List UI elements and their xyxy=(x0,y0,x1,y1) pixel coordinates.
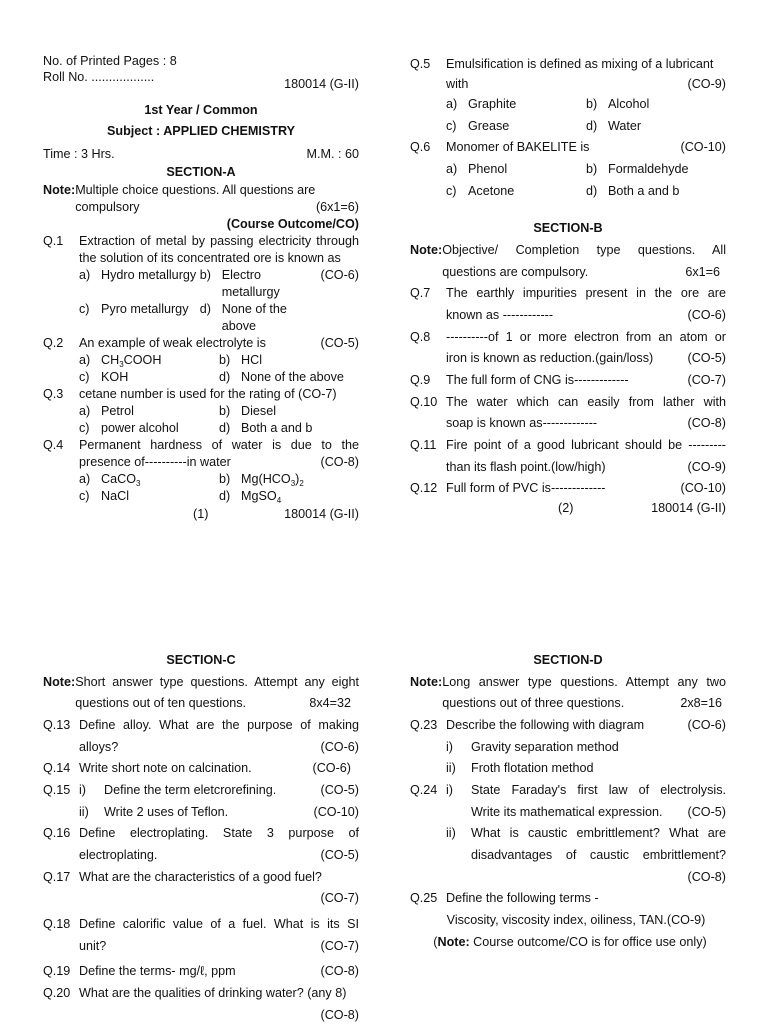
options xyxy=(79,352,359,386)
question-text: What are the qualities of drinking water? (any 8) xyxy=(79,983,359,1005)
question-5 xyxy=(410,55,726,94)
question-text: Define calorific value of a fuel. What is its SI xyxy=(79,914,359,936)
question-12 xyxy=(410,478,726,500)
option-b[interactable]: b) Diesel xyxy=(219,403,359,420)
question-9 xyxy=(410,370,726,392)
subject-title: Subject : APPLIED CHEMISTRY xyxy=(43,122,359,141)
co-tag: (CO-7) xyxy=(298,387,336,401)
question-text: Emulsification is defined as mixing of a lubricant with (CO-9) xyxy=(446,55,726,94)
co-tag: (CO-8) xyxy=(79,1005,359,1026)
question-number: Q.17 xyxy=(43,867,79,910)
question-text: State Faraday's first law of electrolysis. xyxy=(471,780,726,802)
question-number: Q.6 xyxy=(410,137,446,159)
question-13: Q.13 Define alloy. What are the purpose of making alloys? (CO-6) xyxy=(43,715,359,758)
option-c[interactable]: c) Acetone xyxy=(446,181,586,203)
question-text: ----------of 1 or more electron from an atom or xyxy=(446,327,726,349)
option-c[interactable]: c) power alcohol xyxy=(79,420,219,437)
option-a[interactable]: a) Graphite xyxy=(446,94,586,116)
page-code: 180014 (G-II) xyxy=(284,505,359,524)
co-tag: (CO-5) xyxy=(688,802,726,824)
section-c-title: SECTION-C xyxy=(43,650,359,672)
question-24: Q.24 i) State Faraday's first law of electrolysis. Write its mathematical expression. (CO-5) ii) What is caustic embrittlement? What are disadvantages of caustic embrittlement? (CO-8) xyxy=(410,780,726,888)
question-15: Q.15 i) Define the term eletcrorefining. (CO-5) ii) Write 2 uses of Teflon. (CO-10) xyxy=(43,780,359,823)
co-tag: (CO-10) xyxy=(681,478,726,500)
options xyxy=(79,471,359,505)
question-number: Q.10 xyxy=(410,392,446,435)
question-text: Full form of PVC is------------- xyxy=(446,478,606,500)
co-tag: (CO-8) xyxy=(471,867,726,889)
co-tag: (CO-5) xyxy=(321,780,359,802)
page-number: (2) xyxy=(558,500,573,516)
time-allowed: Time : 3 Hrs. xyxy=(43,145,115,164)
options xyxy=(446,94,726,137)
co-tag: (CO-8) xyxy=(688,413,726,435)
question-number: Q.8 xyxy=(410,327,446,370)
question-18: Q.18 Define calorific value of a fuel. What is its SI unit? (CO-7) xyxy=(43,914,359,957)
question-text: What is caustic embrittlement? What are xyxy=(471,823,726,845)
question-number: Q.3 xyxy=(43,386,79,437)
section-d-title: SECTION-D xyxy=(410,650,726,672)
question-text: What are the characteristics of a good fuel? xyxy=(79,867,359,889)
question-11: Q.11 Fire point of a good lubricant should be --------- than its flash point.(low/high) (CO-9) xyxy=(410,435,726,478)
question-number: Q.7 xyxy=(410,283,446,326)
question-number: Q.12 xyxy=(410,478,446,500)
page-code: 180014 (G-II) xyxy=(651,500,726,516)
question-number: Q.14 xyxy=(43,758,79,780)
question-number: Q.23 xyxy=(410,715,446,780)
co-tag: (CO-8) xyxy=(321,454,359,471)
question-3 xyxy=(43,386,359,437)
option-a[interactable]: a) Phenol xyxy=(446,159,586,181)
question-text: Describe the following with diagram xyxy=(446,715,644,737)
question-text: Permanent hardness of water is due to the presence of----------in water (CO-8) xyxy=(79,437,359,471)
question-6 xyxy=(410,137,726,159)
page-number: (1) xyxy=(193,505,208,524)
co-tag: (CO-6) xyxy=(688,715,726,737)
question-number: Q.11 xyxy=(410,435,446,478)
co-tag: (CO-6) xyxy=(313,758,351,780)
option-a[interactable]: a) Petrol xyxy=(79,403,219,420)
co-tag: (CO-5) xyxy=(321,335,359,352)
option-a[interactable]: a) $CH_3COOH$ xyxy=(79,352,219,369)
option-d[interactable]: d) Both a and b xyxy=(586,181,726,203)
question-text: Fire point of a good lubricant should be --------- xyxy=(446,435,726,457)
note-marks: (6x1=6) xyxy=(316,199,359,216)
question-text: cetane number is used for the rating of (CO-7) xyxy=(79,386,359,403)
question-17 xyxy=(43,867,359,910)
page-footer xyxy=(410,500,726,516)
co-tag: (CO-6) xyxy=(321,267,359,284)
question-text: The full form of CNG is------------- xyxy=(446,370,629,392)
co-tag: (CO-6) xyxy=(321,737,359,759)
note-marks: 8x4=32 xyxy=(309,693,351,715)
option-c[interactable]: c) KOH xyxy=(79,369,219,386)
option-d[interactable]: d) None of the above xyxy=(200,301,321,335)
option-a[interactable]: a) CaCO$_3$ xyxy=(79,471,219,488)
section-b-note: Note: Objective/ Completion type questions. All questions are compulsory. 6x1=6 xyxy=(410,240,726,283)
page-1 xyxy=(43,53,359,524)
question-text: Write 2 uses of Teflon. xyxy=(104,802,228,824)
question-number: Q.16 xyxy=(43,823,79,866)
option-b[interactable]: b) $Mg(HCO_3)_2$ xyxy=(219,471,359,488)
note-label: Note: xyxy=(410,240,442,283)
roll-row xyxy=(43,69,359,92)
question-4 xyxy=(43,437,359,505)
question-text: Monomer of BAKELITE is (CO-10) xyxy=(446,137,726,159)
note-marks: 6x1=6 xyxy=(685,262,720,284)
option-b[interactable]: b) Formaldehyde xyxy=(586,159,726,181)
section-b-title: SECTION-B xyxy=(410,218,726,240)
question-number: Q.5 xyxy=(410,55,446,94)
co-tag: (CO-10) xyxy=(314,802,359,824)
option-c[interactable]: c) NaCl xyxy=(79,488,219,505)
question-text: Define the term eletcrorefining. xyxy=(104,780,276,802)
question-text: Define the following terms - xyxy=(446,888,726,910)
option-c[interactable]: c) Pyro metallurgy xyxy=(79,301,200,335)
option-b[interactable]: b) HCl xyxy=(219,352,359,369)
question-text: Define electroplating. State 3 purpose of xyxy=(79,823,359,845)
page-3 xyxy=(43,650,359,1026)
question-number: Q.19 xyxy=(43,961,79,983)
co-tag: (CO-8) xyxy=(321,961,359,983)
option-d[interactable]: d) Both a and b xyxy=(219,420,359,437)
question-2 xyxy=(43,335,359,386)
options xyxy=(79,403,359,437)
note-label: Note: xyxy=(43,672,75,715)
course-outcome-label: (Course Outcome/CO) xyxy=(43,216,359,233)
question-text: Write short note on calcination. xyxy=(79,758,252,780)
question-text: Define alloy. What are the purpose of making xyxy=(79,715,359,737)
question-text: The earthly impurities present in the ore are xyxy=(446,283,726,305)
question-number: Q.9 xyxy=(410,370,446,392)
question-6-options-wrap xyxy=(410,159,726,202)
note-label: Note: xyxy=(43,182,75,216)
footnote: (Note: Course outcome/CO is for office use only) xyxy=(410,932,726,954)
question-8: Q.8 ----------of 1 or more electron from an atom or iron is known as reduction.(gain/loss) (CO-5) xyxy=(410,327,726,370)
section-c-note: Note: Short answer type questions. Attempt any eight questions out of ten questions. 8x4=32 xyxy=(43,672,359,715)
question-14 xyxy=(43,758,359,780)
page-2 xyxy=(410,55,726,516)
option-b[interactable]: b) Electro metallurgy xyxy=(200,267,321,301)
question-number: Q.15 xyxy=(43,780,79,823)
question-number: Q.25 xyxy=(410,888,446,931)
co-tag: (CO-7) xyxy=(688,370,726,392)
option-d[interactable]: d) Water xyxy=(586,116,726,138)
co-tag: (CO-7) xyxy=(79,888,359,910)
options xyxy=(79,267,321,335)
max-marks: M.M. : 60 xyxy=(307,145,359,164)
question-number: Q.18 xyxy=(43,914,79,957)
year-title: 1st Year / Common xyxy=(43,101,359,120)
question-text: Extraction of metal by passing electricity through the solution of its concentrated ore is known as (CO-6) xyxy=(79,233,359,267)
option-a[interactable]: a) Hydro metallurgy xyxy=(79,267,200,301)
section-a-title: SECTION-A xyxy=(43,163,359,182)
note-label: Note: xyxy=(410,672,442,715)
option-d[interactable]: d) None of the above xyxy=(219,369,359,386)
option-c[interactable]: c) Grease xyxy=(446,116,586,138)
options xyxy=(446,159,726,202)
printed-pages: No. of Printed Pages : 8 xyxy=(43,53,359,69)
question-5-options-wrap xyxy=(410,94,726,137)
question-number: Q.13 xyxy=(43,715,79,758)
time-row xyxy=(43,145,359,164)
section-a-note xyxy=(43,182,359,216)
co-tag: (CO-10) xyxy=(681,137,726,159)
question-16: Q.16 Define electroplating. State 3 purpose of electroplating. (CO-5) xyxy=(43,823,359,866)
co-tag: (CO-9) xyxy=(688,457,726,479)
question-23: Q.23 Describe the following with diagram (CO-6) i) Gravity separation method ii) Froth flotation method xyxy=(410,715,726,780)
question-number: Q.4 xyxy=(43,437,79,505)
question-text: Define the terms- mg/ℓ, ppm xyxy=(79,961,236,983)
question-number: Q.1 xyxy=(43,233,79,335)
question-1 xyxy=(43,233,359,335)
paper-code: 180014 (G-II) xyxy=(284,76,359,92)
question-text: An example of weak electrolyte is (CO-5) xyxy=(79,335,359,352)
question-text: The water which can easily from lather with xyxy=(446,392,726,414)
question-number: Q.2 xyxy=(43,335,79,386)
question-7: Q.7 The earthly impurities present in the ore are known as ------------ (CO-6) xyxy=(410,283,726,326)
question-20 xyxy=(43,983,359,1026)
question-25: Q.25 Define the following terms - Viscosity, viscosity index, oiliness, TAN.(CO-9) xyxy=(410,888,726,931)
question-19 xyxy=(43,961,359,983)
page-4 xyxy=(410,650,726,953)
question-number: Q.24 xyxy=(410,780,446,888)
question-10: Q.10 The water which can easily from lather with soap is known as------------- (CO-8) xyxy=(410,392,726,435)
co-tag: (CO-5) xyxy=(688,348,726,370)
roll-no: Roll No. .................. xyxy=(43,69,154,92)
section-d-note: Note: Long answer type questions. Attempt any two questions out of three questions. 2x8=16 xyxy=(410,672,726,715)
note-marks: 2x8=16 xyxy=(680,693,722,715)
note-text: Multiple choice questions. All questions are compulsory (6x1=6) xyxy=(75,182,359,216)
question-number: Q.20 xyxy=(43,983,79,1026)
option-b[interactable]: b) Alcohol xyxy=(586,94,726,116)
co-tag: (CO-9) xyxy=(688,75,726,95)
page-footer xyxy=(43,505,359,524)
co-tag: (CO-7) xyxy=(321,936,359,958)
co-tag: (CO-6) xyxy=(688,305,726,327)
co-tag: (CO-5) xyxy=(321,845,359,867)
option-d[interactable]: d) MgSO$_4$ xyxy=(219,488,359,505)
